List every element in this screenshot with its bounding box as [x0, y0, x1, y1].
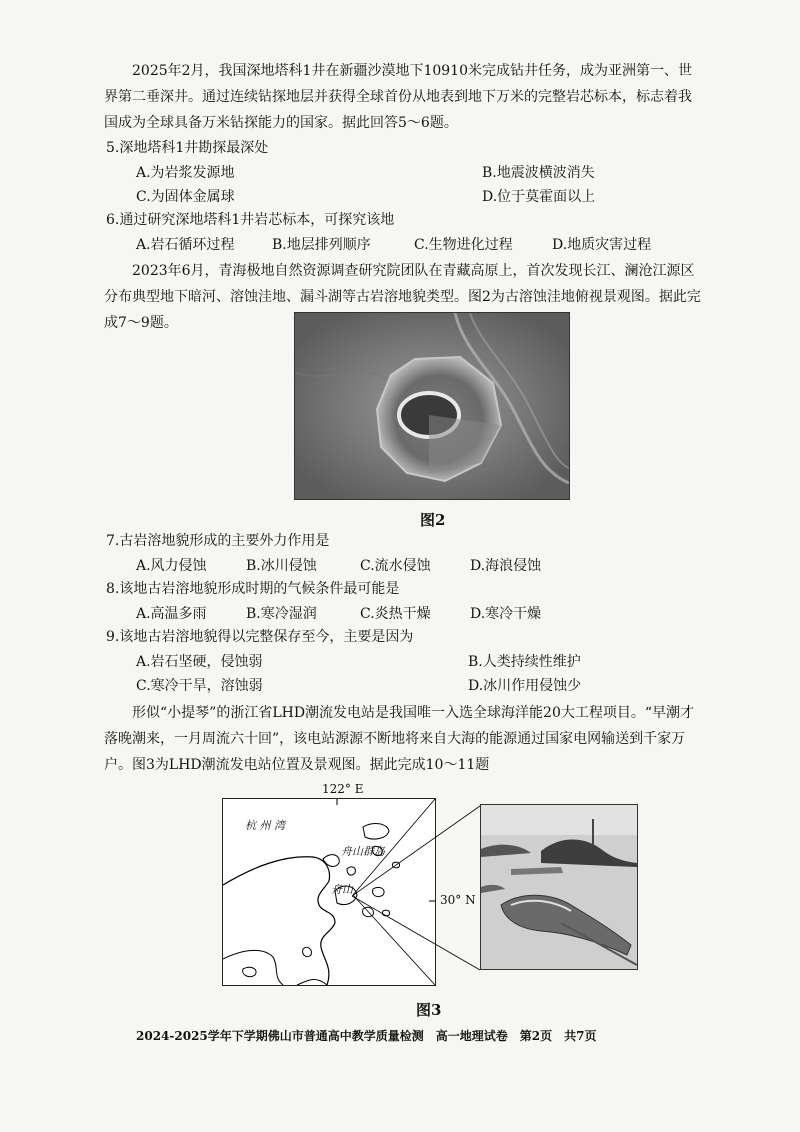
q9-option-c: C.寒冷干旱，溶蚀弱	[136, 678, 263, 694]
q7-option-b: B.冰川侵蚀	[246, 558, 317, 574]
q8-option-b: B.寒冷湿润	[246, 606, 317, 622]
zhoushan-islands-label: 舟山群岛	[341, 845, 385, 858]
hangzhou-bay-label: 杭 州 湾	[245, 819, 285, 832]
q7-option-c: C.流水侵蚀	[360, 558, 431, 574]
q8-option-c: C.炎热干燥	[360, 606, 431, 622]
q6-option-a: A.岩石循环过程	[136, 237, 235, 253]
question-6-stem: 6.通过研究深地塔科1井岩芯标本，可探究该地	[106, 212, 395, 228]
q6-option-b: B.地层排列顺序	[272, 237, 371, 253]
karst-depression-image	[295, 313, 569, 499]
map-latitude-label: 30° N	[440, 893, 476, 907]
q9-option-b: B.人类持续性维护	[468, 654, 581, 670]
map-to-photo-connector	[352, 804, 484, 974]
q6-option-d: D.地质灾害过程	[552, 237, 652, 253]
tidal-power-station-photo	[480, 804, 638, 970]
intro-paragraph-1: 2025年2月，我国深地塔科1井在新疆沙漠地下10910米完成钻井任务，成为亚洲第一、世界第二垂深井。通过连续钻探地层并获得全球首份从地表到地下万米的完整岩芯标本，标志着我国成为全球具备万米钻探能力的国家。据此回答5～6题。	[104, 63, 692, 131]
q6-option-c: C.生物进化过程	[414, 237, 513, 253]
tidal-station-image	[481, 805, 637, 969]
figure-3-caption: 图3	[416, 1001, 442, 1019]
zhoushan-city-label: 舟山	[331, 883, 353, 896]
map-longitude-label: 122° E	[322, 782, 364, 796]
q5-option-b: B.地震波横波消失	[482, 165, 595, 181]
q5-option-d: D.位于莫霍面以上	[482, 189, 596, 205]
intro-paragraph-3: 形似“小提琴”的浙江省LHD潮流发电站是我国唯一入选全球海洋能20大工程项目。“早潮才落晚潮来，一月周流六十回”，该电站源源不断地将来自大海的能源通过国家电网输送到千家万户。图3为LHD潮流发电站位置及景观图。据此完成10～11题	[104, 705, 695, 773]
intro-paragraph-2: 2023年6月，青海极地自然资源调查研究院团队在青藏高原上，首次发现长江、澜沧江源区分布典型地下暗河、溶蚀洼地、漏斗湖等古岩溶地貌类型。图2为古溶蚀洼地俯视景观图。据此完成7～9题。	[104, 263, 701, 331]
q5-option-c: C.为固体金属球	[136, 189, 235, 205]
question-8-stem: 8.该地古岩溶地貌形成时期的气候条件最可能是	[106, 581, 400, 597]
figure-2-caption: 图2	[420, 511, 446, 529]
question-9-stem: 9.该地古岩溶地貌得以完整保存至今，主要是因为	[106, 629, 414, 645]
q9-option-a: A.岩石坚硬，侵蚀弱	[136, 654, 263, 670]
question-5-stem: 5.深地塔科1井勘探最深处	[106, 140, 269, 156]
question-7-stem: 7.古岩溶地貌形成的主要外力作用是	[106, 533, 330, 549]
q7-option-a: A.风力侵蚀	[136, 558, 207, 574]
page-footer: 2024-2025学年下学期佛山市普通高中教学质量检测 高一地理试卷 第2页 共7页	[136, 1029, 597, 1043]
q9-option-d: D.冰川作用侵蚀少	[468, 678, 582, 694]
q7-option-d: D.海浪侵蚀	[470, 558, 542, 574]
q8-option-d: D.寒冷干燥	[470, 606, 542, 622]
q8-option-a: A.高温多雨	[136, 606, 207, 622]
q5-option-a: A.为岩浆发源地	[136, 165, 235, 181]
karst-depression-photo	[294, 312, 570, 500]
